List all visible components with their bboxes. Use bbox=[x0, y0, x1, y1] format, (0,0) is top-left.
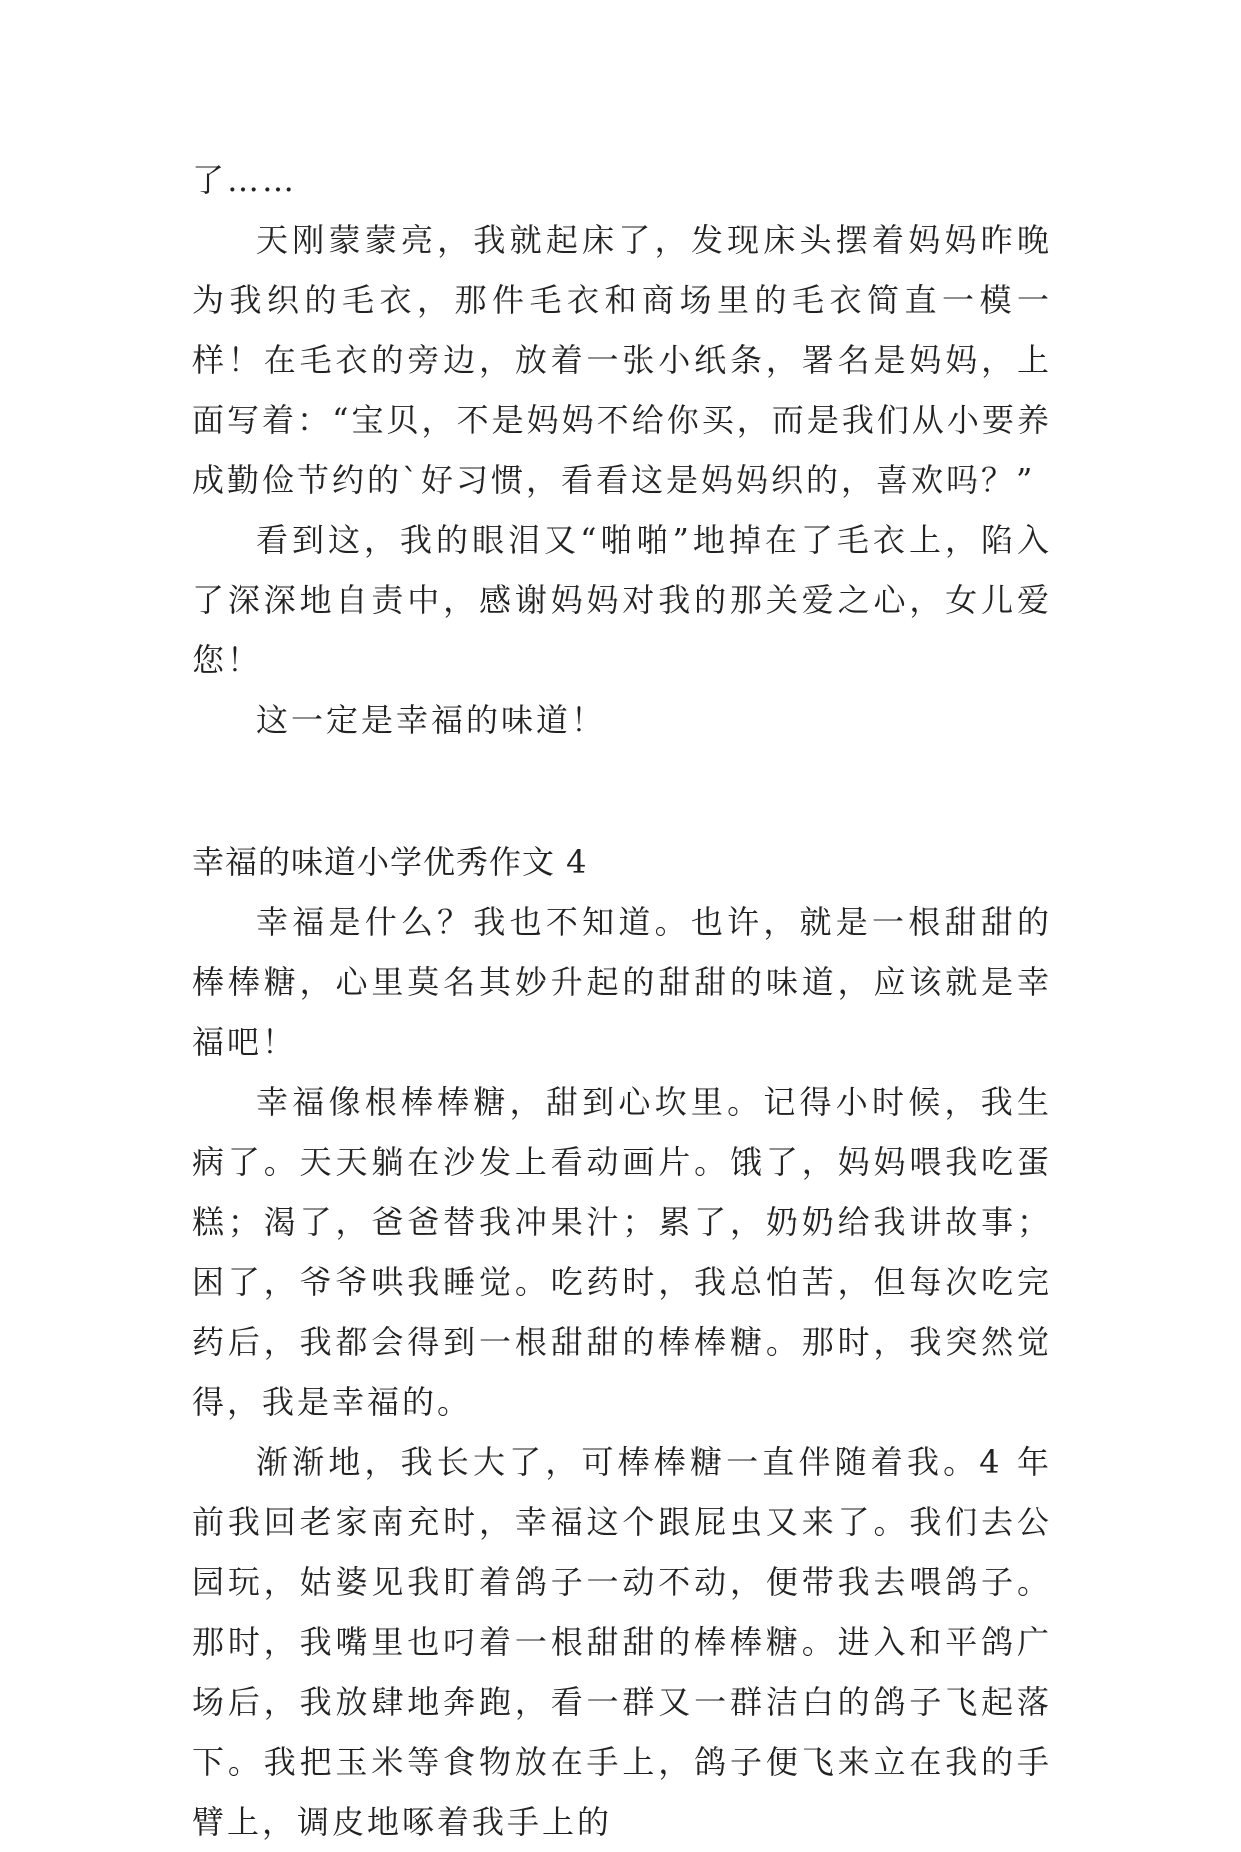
paragraph: 这一定是幸福的味道！ bbox=[256, 701, 607, 739]
section-title: 幸福的味道小学优秀作文 4 bbox=[192, 843, 588, 881]
paragraph: 幸福是什么？我也不知道。也许，就是一根甜甜的棒棒糖，心里莫名其妙升起的甜甜的味道，应该就是幸福吧！ bbox=[192, 903, 1052, 1061]
paragraph: 幸福像根棒棒糖，甜到心坎里。记得小时候，我生病了。天天躺在沙发上看动画片。饿了，妈妈喂我吃蛋糕；渴了，爸爸替我冲果汁；累了，奶奶给我讲故事；困了，爷爷哄我睡觉。吃药时，我总怕苦，但每次吃完药后，我都会得到一根甜甜的棒棒糖。那时，我突然觉得，我是幸福的。 bbox=[192, 1083, 1052, 1421]
paragraph: 看到这，我的眼泪又“啪啪”地掉在了毛衣上，陷入了深深地自责中，感谢妈妈对我的那关爱之心，女儿爱您！ bbox=[192, 521, 1052, 679]
paragraph-continuation: 了…… bbox=[192, 161, 298, 199]
paragraph: 天刚蒙蒙亮，我就起床了，发现床头摆着妈妈昨晚为我织的毛衣，那件毛衣和商场里的毛衣简直一模一样！在毛衣的旁边，放着一张小纸条，署名是妈妈，上面写着：“宝贝，不是妈妈不给你买，而是我们从小要养成勤俭节约的`好习惯，看看这是妈妈织的，喜欢吗？” bbox=[192, 221, 1052, 499]
document-body bbox=[192, 150, 1052, 1852]
paragraph: 渐渐地，我长大了，可棒棒糖一直伴随着我。4 年前我回老家南充时，幸福这个跟屁虫又来了。我们去公园玩，姑婆见我盯着鸽子一动不动，便带我去喂鸽子。那时，我嘴里也叼着一根甜甜的棒棒糖。进入和平鸽广场后，我放肆地奔跑，看一群又一群洁白的鸽子飞起落下。我把玉米等食物放在手上，鸽子便飞来立在我的手臂上，调皮地啄着我手上的 bbox=[192, 1443, 1052, 1841]
